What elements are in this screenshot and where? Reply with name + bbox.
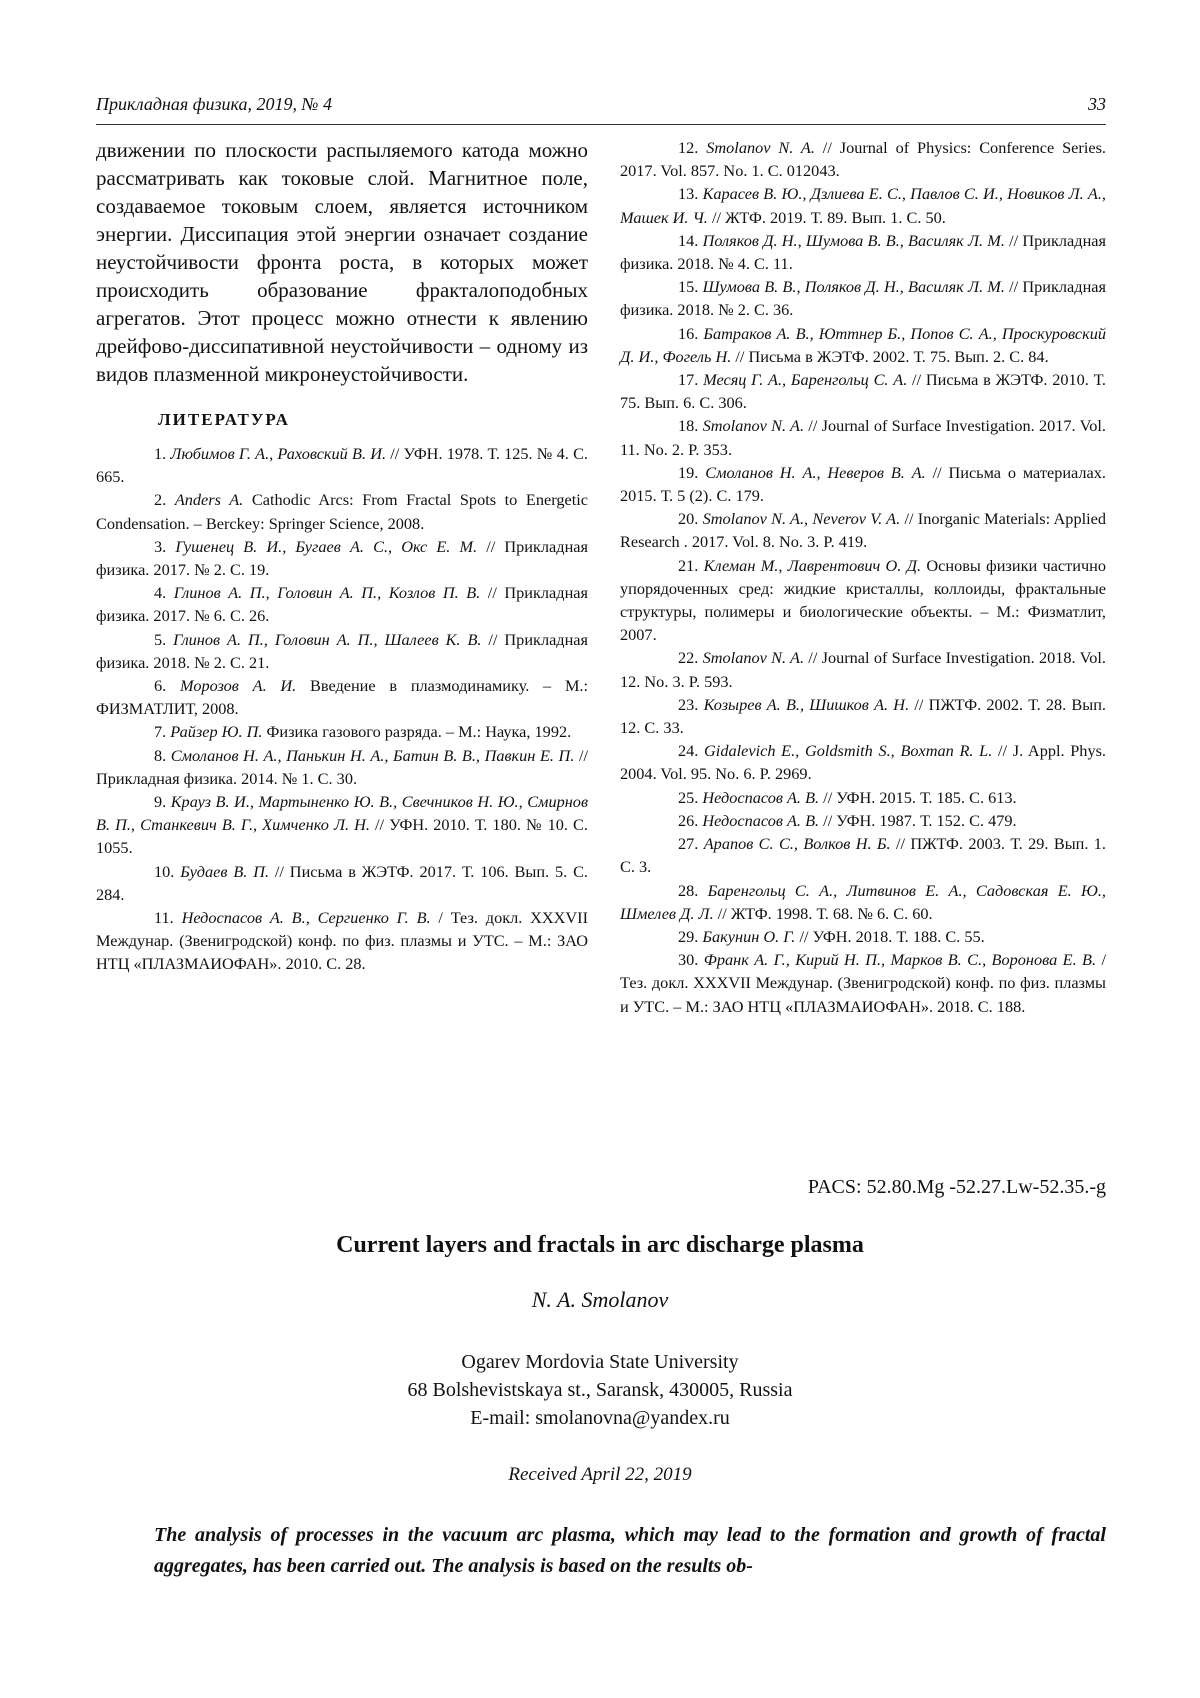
- reference-source: // ПЖТФ. 2002. Т. 28. Вып. 12. С. 33.: [620, 695, 1106, 737]
- reference-authors: Поляков Д. Н., Шумова В. В., Василяк Л. М.: [703, 231, 1005, 250]
- reference-number: 29.: [678, 927, 702, 946]
- reference-item: [96, 720, 588, 743]
- reference-source: // Прикладная физика. 2018. № 2. С. 21.: [96, 630, 588, 672]
- reference-source: // Прикладная физика. 2017. № 2. С. 19.: [96, 537, 588, 579]
- english-title: Current layers and fractals in arc discharge plasma: [0, 1232, 1200, 1259]
- reference-item: [96, 442, 588, 488]
- reference-number: 5.: [154, 630, 173, 649]
- reference-source: // ПЖТФ. 2003. Т. 29. Вып. 1. С. 3.: [620, 834, 1106, 876]
- reference-authors: Смоланов Н. А., Неверов В. А.: [705, 463, 926, 482]
- reference-item: [620, 322, 1106, 368]
- reference-number: 1.: [154, 444, 170, 463]
- references-heading: ЛИТЕРАТУРА: [158, 410, 588, 430]
- reference-number: 2.: [154, 490, 175, 509]
- reference-source: // Прикладная физика. 2014. № 1. С. 30.: [96, 746, 588, 788]
- reference-authors: Бакунин О. Г.: [702, 927, 795, 946]
- reference-authors: Клеман М., Лаврентович О. Д.: [704, 556, 921, 575]
- reference-item: [620, 646, 1106, 692]
- reference-number: 28.: [678, 881, 708, 900]
- reference-authors: Арапов С. С., Волков Н. Б.: [704, 834, 891, 853]
- affiliation-university: Ogarev Mordovia State University: [0, 1348, 1200, 1376]
- reference-source: // J. Appl. Phys. 2004. Vol. 95. No. 6. P. 2969.: [620, 741, 1106, 783]
- reference-number: 27.: [678, 834, 704, 853]
- reference-item: [96, 674, 588, 720]
- reference-source: // УФН. 1987. Т. 152. С. 479.: [819, 811, 1016, 830]
- reference-source: / Тез. докл. XXXVII Междунар. (Звенигродской) конф. по физ. плазмы и УТС. – М.: ЗАО НТЦ «ПЛАЗМАИОФАН». 2010. С. 28.: [96, 908, 588, 973]
- references-list-right: [620, 136, 1106, 1018]
- reference-source: // УФН. 2010. Т. 180. № 10. С. 1055.: [96, 815, 588, 857]
- reference-number: 25.: [678, 788, 702, 807]
- reference-item: [96, 488, 588, 534]
- reference-number: 17.: [678, 370, 703, 389]
- reference-source: / Тез. докл. XXXVII Междунар. (Звенигродской) конф. по физ. плазмы и УТС. – М.: ЗАО НТЦ «ПЛАЗМАИОФАН». 2018. С. 188.: [620, 950, 1106, 1015]
- reference-item: [620, 136, 1106, 182]
- reference-number: 4.: [154, 583, 174, 602]
- reference-number: 12.: [678, 138, 706, 157]
- reference-item: [620, 507, 1106, 553]
- reference-source: // ЖТФ. 1998. Т. 68. № 6. С. 60.: [714, 904, 933, 923]
- body-paragraph: движении по плоскости распыляемого катода можно рассматривать как токовые слой. Магнитное поле, создаваемое токовым слоем, является источником энергии. Диссипация этой энергии означает создание неустойчивости фронта роста, в которых может происходить образование фракталоподобных агрегатов. Этот процесс можно отнести к явлению дрейфово-диссипативной неустойчивости – одному из видов плазменной микронеустойчивости.: [96, 136, 588, 388]
- reference-authors: Любимов Г. А., Раховский В. И.: [170, 444, 386, 463]
- reference-item: [620, 925, 1106, 948]
- reference-authors: Гушенец В. И., Бугаев А. С., Окс Е. М.: [175, 537, 477, 556]
- reference-number: 8.: [154, 746, 171, 765]
- reference-authors: Франк А. Г., Кирий Н. П., Марков В. С., Воронова Е. В.: [704, 950, 1096, 969]
- reference-item: [96, 906, 588, 976]
- reference-source: // Journal of Surface Investigation. 2018. Vol. 12. No. 3. P. 593.: [620, 648, 1106, 690]
- reference-source: // Письма о материалах. 2015. Т. 5 (2). С. 179.: [620, 463, 1106, 505]
- reference-number: 22.: [678, 648, 703, 667]
- reference-authors: Глинов А. П., Головин А. П., Шалеев К. В.: [173, 630, 481, 649]
- reference-item: [620, 693, 1106, 739]
- references-list-left: [96, 442, 588, 976]
- reference-authors: Козырев А. В., Шишков А. Н.: [704, 695, 910, 714]
- reference-authors: Карасев В. Ю., Дзлиева Е. С., Павлов С. И., Новиков Л. А., Машек И. Ч.: [620, 184, 1106, 226]
- received-date: Received April 22, 2019: [0, 1464, 1200, 1486]
- reference-number: 23.: [678, 695, 704, 714]
- reference-item: [620, 832, 1106, 878]
- reference-authors: Глинов А. П., Головин А. П., Козлов П. В.: [174, 583, 480, 602]
- reference-authors: Батраков А. В., Юттнер Б., Попов С. А., Проскуровский Д. И., Фогель Н.: [620, 324, 1106, 366]
- reference-authors: Anders A.: [175, 490, 243, 509]
- reference-source: Основы физики частично упорядоченных сред: жидкие кристаллы, коллоиды, фрактальные структуры, полимеры и биологические объекты. – М.: Физматлит, 2007.: [620, 556, 1106, 645]
- reference-source: // УФН. 1978. Т. 125. № 4. С. 665.: [96, 444, 588, 486]
- reference-number: 30.: [678, 950, 704, 969]
- reference-source: // Journal of Surface Investigation. 2017. Vol. 11. No. 2. P. 353.: [620, 416, 1106, 458]
- reference-source: // Письма в ЖЭТФ. 2017. Т. 106. Вып. 5. С. 284.: [96, 862, 588, 904]
- reference-authors: Smolanov N. A., Neverov V. A.: [703, 509, 901, 528]
- reference-item: [620, 182, 1106, 228]
- reference-number: 10.: [154, 862, 180, 881]
- reference-item: [620, 809, 1106, 832]
- reference-authors: Недоспасов А. В.: [702, 811, 819, 830]
- reference-number: 7.: [154, 722, 170, 741]
- reference-authors: Недоспасов А. В.: [702, 788, 819, 807]
- reference-source: // Прикладная физика. 2018. № 4. С. 11.: [620, 231, 1106, 273]
- reference-source: Физика газового разряда. – М.: Наука, 1992.: [262, 722, 571, 741]
- pacs-codes: PACS: 52.80.Mg -52.27.Lw-52.35.-g: [808, 1176, 1106, 1199]
- reference-authors: Smolanov N. A.: [706, 138, 815, 157]
- reference-number: 18.: [678, 416, 703, 435]
- reference-item: [620, 229, 1106, 275]
- reference-item: [96, 581, 588, 627]
- reference-number: 11.: [154, 908, 182, 927]
- reference-item: [96, 790, 588, 860]
- reference-item: [620, 554, 1106, 647]
- page-number: 33: [1088, 94, 1106, 115]
- reference-number: 19.: [678, 463, 705, 482]
- running-header: [96, 92, 1106, 125]
- reference-authors: Недоспасов А. В., Сергиенко Г. В.: [182, 908, 431, 927]
- reference-source: Введение в плазмодинамику. – М.: ФИЗМАТЛИТ, 2008.: [96, 676, 588, 718]
- reference-authors: Gidalevich E., Goldsmith S., Boxman R. L.: [704, 741, 992, 760]
- reference-item: [620, 739, 1106, 785]
- right-column: [620, 136, 1106, 1018]
- reference-item: [96, 628, 588, 674]
- reference-source: // Journal of Physics: Conference Series. 2017. Vol. 857. No. 1. С. 012043.: [620, 138, 1106, 180]
- reference-source: // Прикладная физика. 2018. № 2. С. 36.: [620, 277, 1106, 319]
- reference-source: // ЖТФ. 2019. Т. 89. Вып. 1. С. 50.: [708, 208, 946, 227]
- reference-source: // Прикладная физика. 2017. № 6. С. 26.: [96, 583, 588, 625]
- reference-authors: Шумова В. В., Поляков Д. Н., Василяк Л. М.: [703, 277, 1005, 296]
- reference-item: [96, 535, 588, 581]
- reference-number: 15.: [678, 277, 703, 296]
- reference-authors: Крауз В. И., Мартыненко Ю. В., Свечников Н. Ю., Смирнов В. П., Станкевич В. Г., Химченко Л. Н.: [96, 792, 588, 834]
- reference-source: // Письма в ЖЭТФ. 2002. Т. 75. Вып. 2. С. 84.: [731, 347, 1048, 366]
- reference-number: 6.: [154, 676, 180, 695]
- reference-item: [620, 275, 1106, 321]
- reference-authors: Smolanov N. A.: [703, 648, 804, 667]
- journal-title: Прикладная физика, 2019, № 4: [96, 94, 332, 115]
- reference-item: [620, 414, 1106, 460]
- reference-number: 13.: [678, 184, 703, 203]
- reference-source: // УФН. 2018. Т. 188. С. 55.: [795, 927, 984, 946]
- reference-item: [96, 744, 588, 790]
- reference-source: // УФН. 2015. Т. 185. С. 613.: [819, 788, 1016, 807]
- reference-item: [620, 879, 1106, 925]
- reference-source: Cathodic Arcs: From Fractal Spots to Energetic Condensation. – Berckey: Springer Science, 2008.: [96, 490, 588, 532]
- reference-item: [620, 948, 1106, 1018]
- reference-number: 3.: [154, 537, 175, 556]
- reference-authors: Морозов А. И.: [180, 676, 296, 695]
- reference-number: 26.: [678, 811, 702, 830]
- affiliation-address: 68 Bolshevistskaya st., Saransk, 430005, Russia: [0, 1376, 1200, 1404]
- reference-authors: Баренгольц С. А., Литвинов Е. А., Садовская Е. Ю., Шмелев Д. Л.: [620, 881, 1106, 923]
- reference-item: [620, 786, 1106, 809]
- reference-item: [96, 860, 588, 906]
- reference-source: // Inorganic Materials: Applied Research . 2017. Vol. 8. No. 3. P. 419.: [620, 509, 1106, 551]
- reference-item: [620, 368, 1106, 414]
- reference-number: 16.: [678, 324, 703, 343]
- reference-number: 20.: [678, 509, 703, 528]
- reference-authors: Месяц Г. А., Баренгольц С. А.: [703, 370, 907, 389]
- reference-number: 9.: [154, 792, 171, 811]
- reference-number: 24.: [678, 741, 704, 760]
- reference-number: 14.: [678, 231, 703, 250]
- reference-item: [620, 461, 1106, 507]
- reference-authors: Смоланов Н. А., Панькин Н. А., Батин В. В., Павкин Е. П.: [171, 746, 575, 765]
- abstract: The analysis of processes in the vacuum arc plasma, which may lead to the formation and growth of fractal aggregates, has been carried out. The analysis is based on the results ob-: [154, 1520, 1106, 1582]
- reference-authors: Будаев В. П.: [180, 862, 269, 881]
- reference-authors: Райзер Ю. П.: [170, 722, 262, 741]
- author-name: N. A. Smolanov: [0, 1287, 1200, 1313]
- affiliation-email[interactable]: E-mail: smolanovna@yandex.ru: [0, 1404, 1200, 1432]
- reference-source: // Письма в ЖЭТФ. 2010. Т. 75. Вып. 6. С. 306.: [620, 370, 1106, 412]
- affiliation: [0, 1348, 1200, 1432]
- reference-authors: Smolanov N. A.: [703, 416, 804, 435]
- reference-number: 21.: [678, 556, 704, 575]
- left-column: [96, 136, 588, 976]
